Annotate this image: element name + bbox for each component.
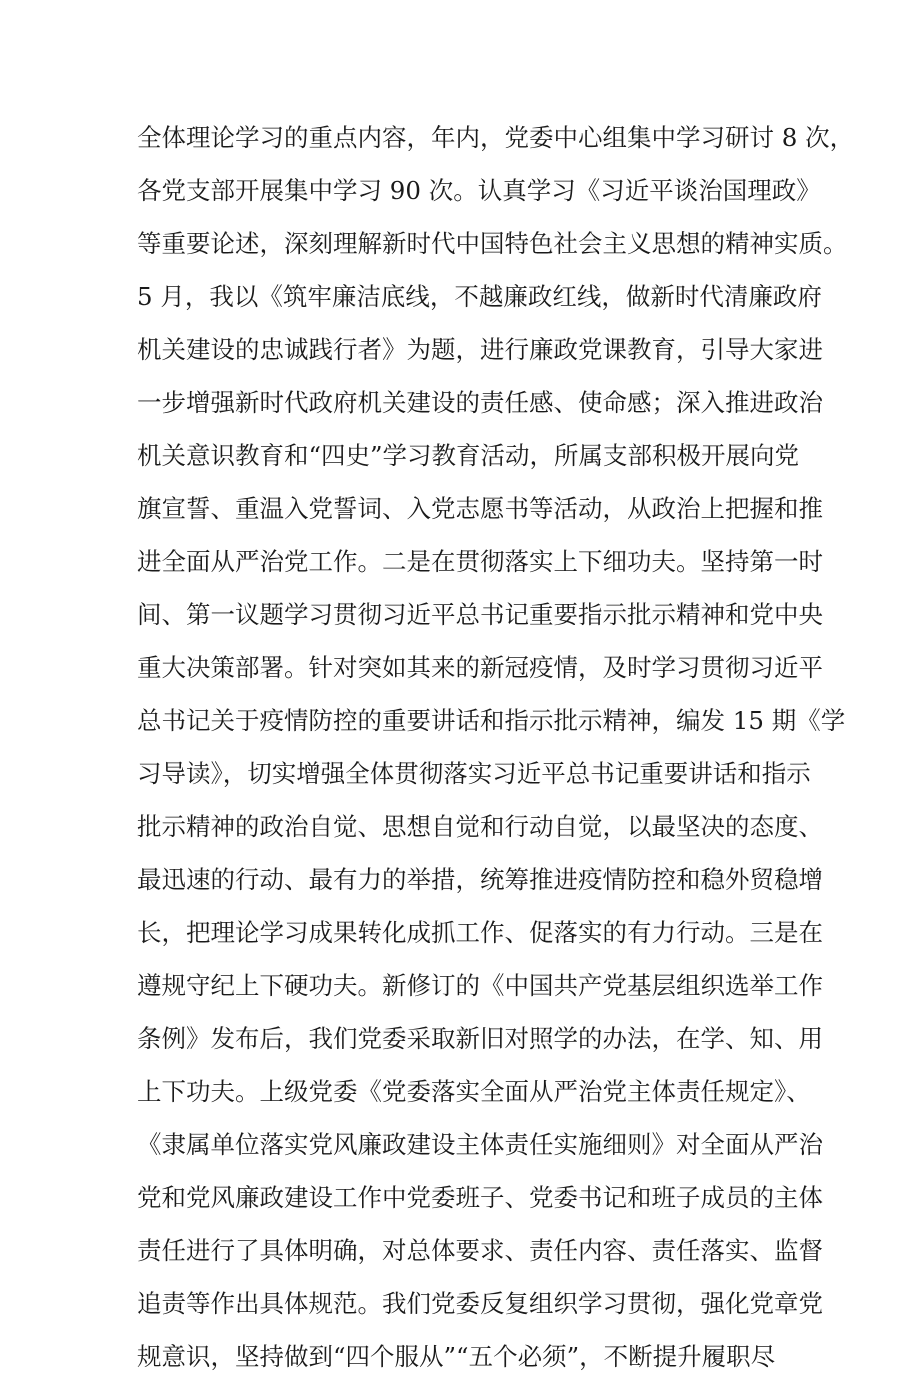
text-line: 条例》发布后，我们党委采取新旧对照学的办法，在学、知、用 [137,1024,823,1053]
text-line: 长，把理论学习成果转化成抓工作、促落实的有力行动。三是在 [137,918,823,947]
text-line: 责任进行了具体明确，对总体要求、责任内容、责任落实、监督 [137,1236,823,1265]
text-line: 批示精神的政治自觉、思想自觉和行动自觉，以最坚决的态度、 [137,812,823,841]
text-line: 习导读》，切实增强全体贯彻落实习近平总书记重要讲话和指示 [137,759,811,788]
text-line: 上下功夫。上级党委《党委落实全面从严治党主体责任规定》、 [137,1077,811,1106]
text-line: 各党支部开展集中学习 90 次。认真学习《习近平谈治国理政》 [137,176,821,205]
text-line: 遵规守纪上下硬功夫。新修订的《中国共产党基层组织选举工作 [137,971,823,1000]
text-line: 间、第一议题学习贯彻习近平总书记重要指示批示精神和党中央 [137,600,823,629]
text-line: 总书记关于疫情防控的重要讲话和指示批示精神，编发 15 期《学 [137,706,846,735]
text-line: 等重要论述，深刻理解新时代中国特色社会主义思想的精神实质。 [137,229,848,258]
text-line: 一步增强新时代政府机关建设的责任感、使命感；深入推进政治 [137,388,823,417]
text-line: 追责等作出具体规范。我们党委反复组织学习贯彻，强化党章党 [137,1289,823,1318]
text-line: 重大决策部署。针对突如其来的新冠疫情，及时学习贯彻习近平 [137,653,823,682]
text-line: 5 月，我以《筑牢廉洁底线，不越廉政红线，做新时代清廉政府 [137,282,822,311]
text-line: 全体理论学习的重点内容，年内，党委中心组集中学习研讨 8 次， [137,123,855,152]
text-line: 最迅速的行动、最有力的举措，统筹推进疫情防控和稳外贸稳增 [137,865,823,894]
body-paragraph [137,111,855,1383]
text-line: 机关意识教育和“四史”学习教育活动，所属支部积极开展向党 [137,441,800,470]
text-line: 规意识，坚持做到“四个服从”“五个必须”，不断提升履职尽 [137,1342,776,1371]
text-line: 进全面从严治党工作。二是在贯彻落实上下细功夫。坚持第一时 [137,547,823,576]
text-line: 机关建设的忠诚践行者》为题，进行廉政党课教育，引导大家进 [137,335,823,364]
text-line: 《隶属单位落实党风廉政建设主体责任实施细则》对全面从严治 [137,1130,823,1159]
text-line: 党和党风廉政建设工作中党委班子、党委书记和班子成员的主体 [137,1183,823,1212]
text-line: 旗宣誓、重温入党誓词、入党志愿书等活动，从政治上把握和推 [137,494,823,523]
